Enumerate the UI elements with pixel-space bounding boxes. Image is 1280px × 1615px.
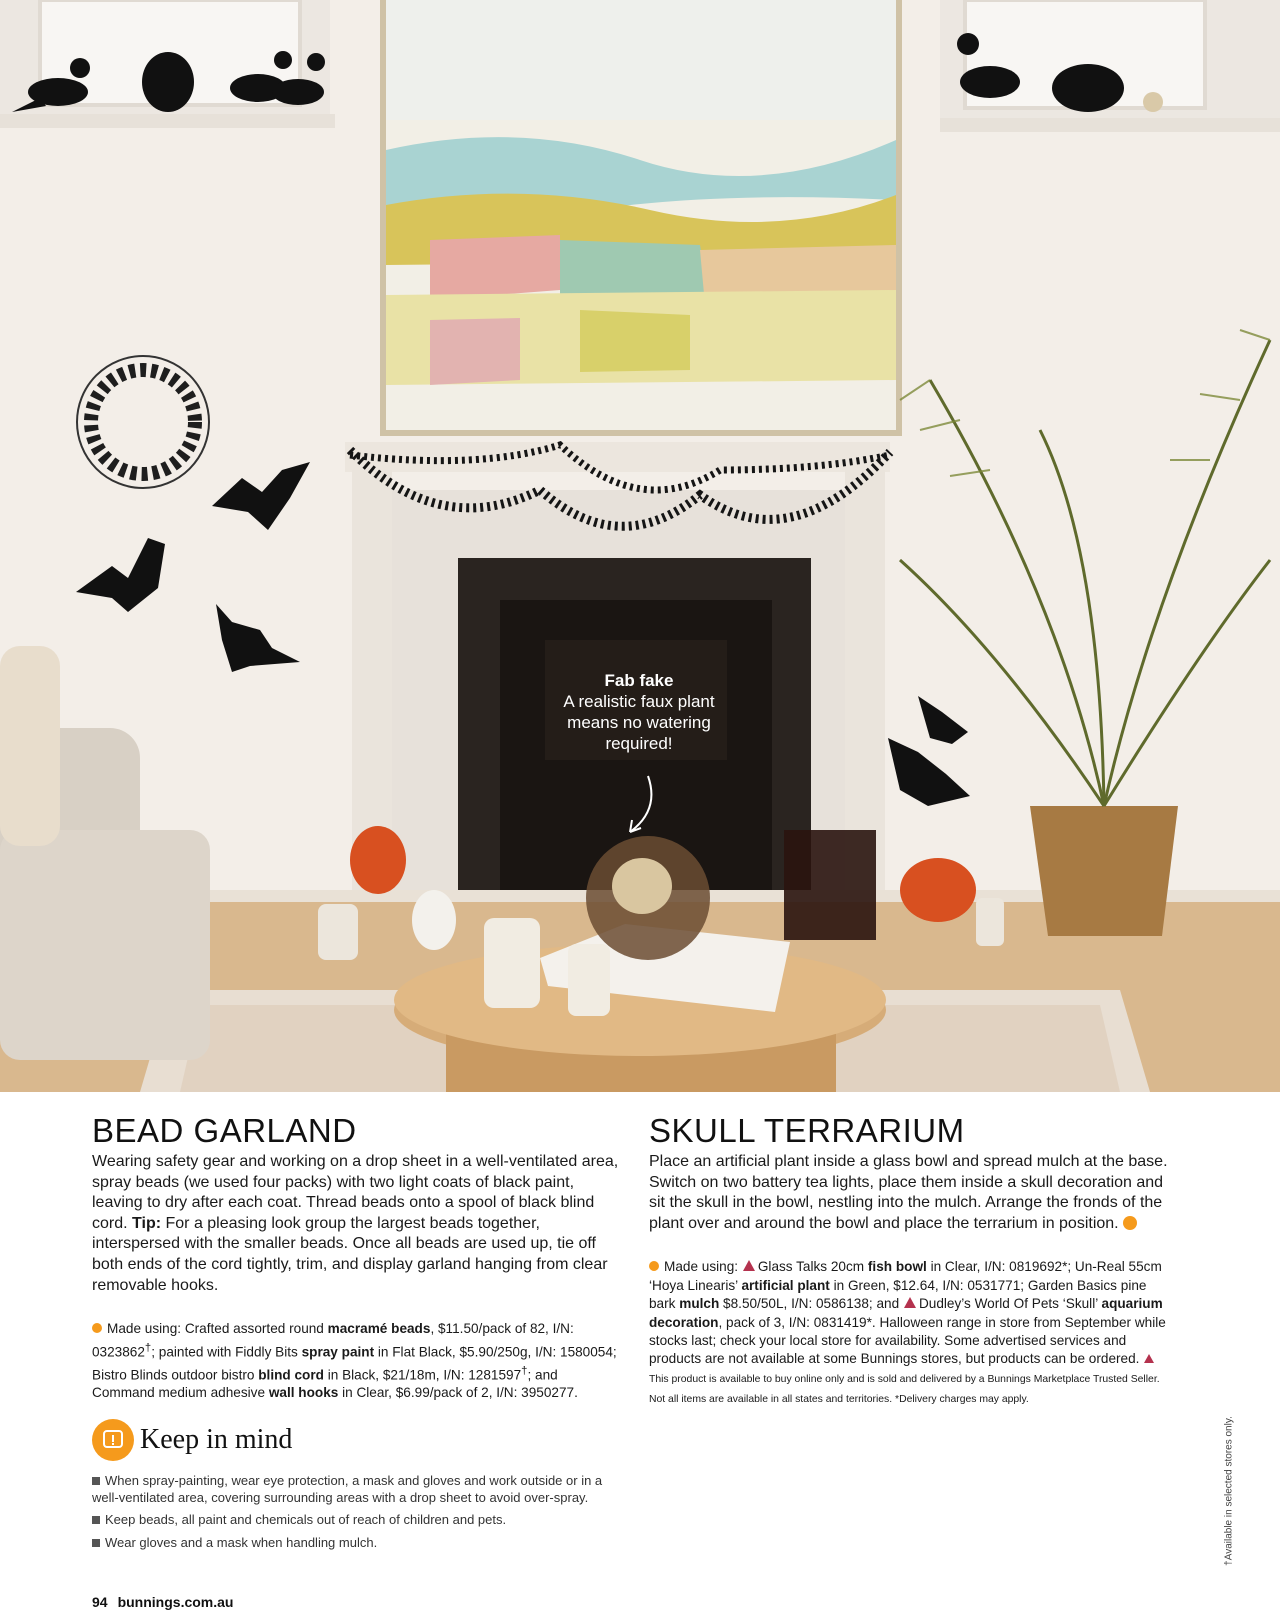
mu-text: $8.50/50L, I/N: 0586138; and (719, 1296, 903, 1312)
mu-product: blind cord (258, 1367, 324, 1383)
mu-product: artificial plant (741, 1277, 830, 1293)
mu-text: Glass Talks 20cm (757, 1259, 868, 1275)
marketplace-triangle-icon (1144, 1354, 1154, 1363)
dagger-mark: † (521, 1364, 528, 1377)
keep-in-mind-list (92, 1473, 632, 1551)
bullet-square-icon (92, 1539, 100, 1547)
orange-dot-icon (92, 1323, 102, 1333)
dagger-mark: † (144, 1341, 152, 1354)
bead-garland-heading: BEAD GARLAND (92, 1112, 357, 1149)
callout-title: Fab fake (604, 671, 674, 690)
mu-product: wall hooks (268, 1385, 339, 1401)
list-item (92, 1473, 632, 1506)
mu-text: , $11.50/pack of 82, I/N: 0323862 (92, 1321, 574, 1360)
mu-product: mulch (679, 1296, 720, 1312)
mu-text: in Clear, $6.99/pack of 2, I/N: 3950277. (338, 1385, 578, 1401)
mu-text: ; painted with Fiddly Bits (151, 1344, 302, 1360)
skull-terrarium-heading: SKULL TERRARIUM (649, 1112, 965, 1149)
mu-text: in Black, $21/18m, I/N: 1281597 (323, 1367, 522, 1383)
orange-dot-icon (649, 1261, 659, 1271)
mu-text: Made using: Crafted assorted round (107, 1321, 328, 1337)
list-item-text: When spray-painting, wear eye protection, a mask and gloves and work outside or in a well-ventilated area, covering surrounding areas with a drop sheet to avoid over-spray. (92, 1473, 603, 1505)
bead-garland-section (92, 1112, 622, 1403)
keep-in-mind-header (92, 1419, 632, 1461)
callout-text: A realistic faux plant means no watering required! (563, 692, 715, 753)
bead-garland-body (92, 1152, 622, 1296)
page-footer (92, 1594, 233, 1610)
list-item (92, 1512, 632, 1529)
side-note (1223, 1415, 1235, 1566)
mu-product: macramé beads (327, 1321, 431, 1337)
mu-text: ; and Command medium adhesive (92, 1367, 558, 1401)
mu-text: in Clear, I/N: 0819692*; Un-Real 55cm ‘Hoya Linearis’ (649, 1259, 1162, 1293)
end-mark-icon (1123, 1216, 1137, 1230)
skull-terrarium-section (649, 1112, 1174, 1410)
callout-fab-fake (548, 670, 730, 754)
mu-product: fish bowl (867, 1259, 927, 1275)
body-part-2: For a pleasing look group the largest beads together, interspersed with the smaller beads. Once all beads are used up, tie off both ends of the cord tightly, trim, and display garland hanging from clear removable hooks. (92, 1214, 608, 1294)
mu-text: , pack of 3, I/N: 0831419*. Halloween range in store from September while stocks last; check your local store for availability. Some advertised services and products are not available at some Bunnings stores, but products can be ordered. (649, 1314, 1166, 1367)
keep-in-mind-box (92, 1419, 632, 1557)
terrarium-body-text: Place an artificial plant inside a glass bowl and spread mulch at the base. Switch on two battery tea lights, place them inside a skull decoration and sit the skull in the bowl, nestling into the mulch. Arrange the fronds of the plant over and around the bowl and place the terrarium in position. (649, 1153, 1168, 1232)
page-number: 94 (92, 1594, 108, 1610)
mu-product: aquarium decoration (649, 1296, 1163, 1330)
list-item-text: Keep beads, all paint and chemicals out of reach of children and pets. (105, 1512, 507, 1527)
marketplace-triangle-icon (743, 1260, 755, 1271)
keep-in-mind-title: Keep in mind (140, 1424, 293, 1455)
mu-text: Dudley’s World Of Pets ‘Skull’ (918, 1296, 1102, 1312)
site-link[interactable]: bunnings.com.au (117, 1594, 234, 1610)
mu-text: Made using: (664, 1259, 742, 1275)
mu-text: in Flat Black, $5.90/250g, I/N: 1580054; Bistro Blinds outdoor bistro (92, 1344, 617, 1383)
side-note-text: †Available in selected stores only. (1223, 1415, 1235, 1566)
skull-terrarium-made-using (649, 1258, 1174, 1409)
safety-info-icon (92, 1419, 134, 1461)
mu-text: in Green, $12.64, I/N: 0531771; Garden Basics pine bark (649, 1277, 1147, 1312)
list-item-text: Wear gloves and a mask when handling mulch. (105, 1534, 378, 1550)
bullet-square-icon (92, 1477, 100, 1485)
list-item (92, 1535, 632, 1552)
body-part-1: Wearing safety gear and working on a drop sheet in a well-ventilated area, spray beads (we used four packs) with two light coats of black paint, leaving to dry after each coat. Thread beads onto a spool of black blind cord. (92, 1153, 619, 1232)
fine-print: This product is available to buy online only and is sold and delivered by a Bunnings Marketplace Trusted Seller. Not all items are available in all states and territories. *Delivery charges may apply. (649, 1373, 1160, 1406)
bead-garland-made-using (92, 1320, 622, 1403)
bullet-square-icon (92, 1516, 100, 1524)
mu-product: spray paint (301, 1344, 375, 1360)
skull-terrarium-body (649, 1152, 1174, 1234)
tip-label: Tip: (132, 1214, 162, 1232)
marketplace-triangle-icon (904, 1297, 916, 1308)
